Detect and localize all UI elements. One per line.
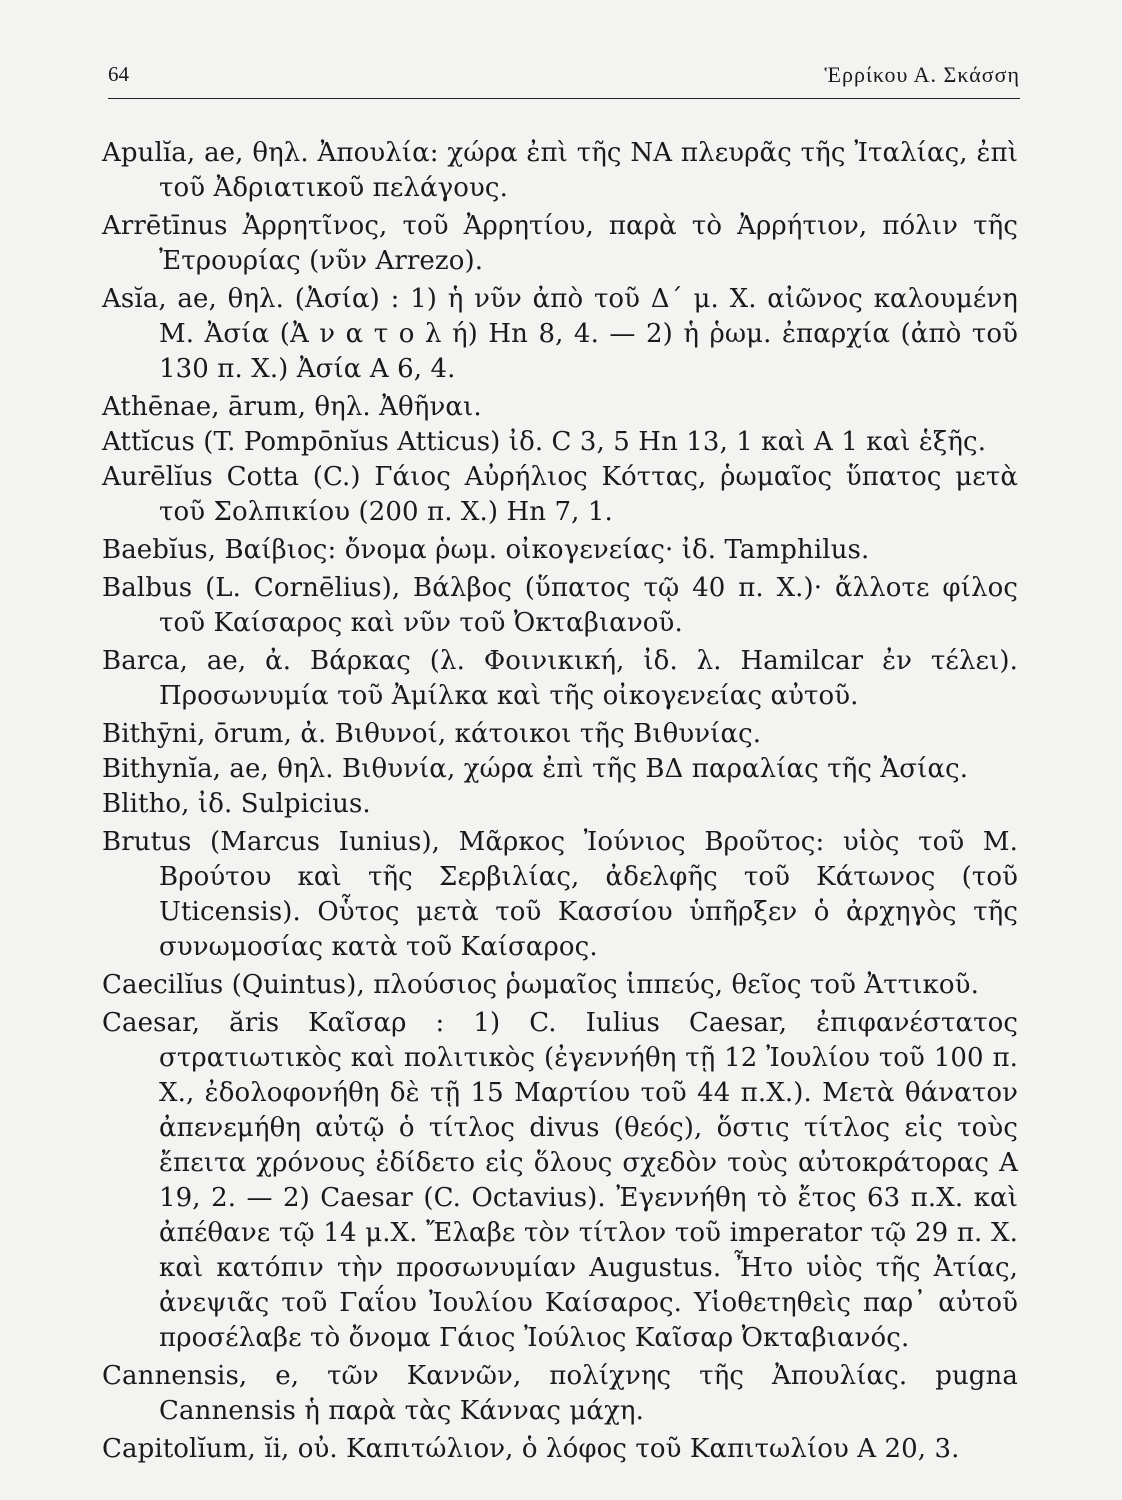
- entry-aurelius-cotta: Aurēlĭus Cotta (C.) Γάιος Αὐρήλιος Κόττας, ῥωμαῖος ὕπατος μετὰ τοῦ Σολπικίου (200 π. Χ.) Hn 7, 1.: [102, 462, 1018, 527]
- running-title: Ἑρρίκου Α. Σκάσση: [824, 62, 1020, 87]
- entry-bithyni: Bithȳni, ōrum, ἀ. Βιθυνοί, κάτοικοι τῆς Βιθυνίας.: [102, 719, 762, 749]
- entry-apulia: Apulĭa, ae, θηλ. Ἀπουλία: χώρα ἐπὶ τῆς ΝΑ πλευρᾶς τῆς Ἰταλίας, ἐπὶ τοῦ Ἀδριατικοῦ πελάγους.: [102, 138, 1018, 203]
- entry-asia: Asĭa, ae, θηλ. (Ἀσία) : 1) ἡ νῦν ἀπὸ τοῦ Δ΄ μ. Χ. αἰῶνος καλουμένη Μ. Ἀσία (Ἀ ν α τ ο λ ή) Hn 8, 4. — 2) ἡ ῥωμ. ἐπαρχία (ἀπὸ τοῦ 130 π. Χ.) Ἀσία A 6, 4.: [102, 284, 1018, 384]
- entry-athenae: Athēnae, ārum, θηλ. Ἀθῆναι.: [102, 392, 482, 422]
- entry-capitolium: Capitolĭum, ĭi, οὐ. Καπιτώλιον, ὁ λόφος τοῦ Καπιτωλίου A 20, 3.: [102, 1434, 960, 1464]
- entry-barca: Barca, ae, ἀ. Βάρκας (λ. Φοινικική, ἰδ. λ. Hamilcar ἐν τέλει). Προσωνυμία τοῦ Ἀμίλκα καὶ τῆς οἰκογενείας αὐτοῦ.: [102, 646, 1018, 711]
- entry-balbus: Balbus (L. Cornēlius), Βάλβος (ὕπατος τῷ 40 π. Χ.)· ἄλλοτε φίλος τοῦ Καίσαρος καὶ νῦν τοῦ Ὀκταβιανοῦ.: [102, 573, 1018, 638]
- entry-baebius: Baebĭus, Βαίβιος: ὄνομα ῥωμ. οἰκογενείας· ἰδ. Tamphilus.: [102, 535, 870, 565]
- entry-blitho: Blitho, ἰδ. Sulpicius.: [102, 789, 371, 819]
- entry-atticus: Attĭcus (T. Pompōnĭus Atticus) ἰδ. C 3, 5 Hn 13, 1 καὶ A 1 καὶ ἑξῆς.: [102, 427, 987, 457]
- entry-caecilius: Caecilĭus (Quintus), πλούσιος ῥωμαῖος ἱππεύς, θεῖος τοῦ Ἀττικοῦ.: [102, 970, 979, 1000]
- entry-caesar: Caesar, ăris Καῖσαρ : 1) C. Iulius Caesar, ἐπιφανέστατος στρατιωτικὸς καὶ πολιτικὸς (ἐγεννήθη τῇ 12 Ἰουλίου τοῦ 100 π. Χ., ἐδολοφονήθη δὲ τῇ 15 Μαρτίου τοῦ 44 π.Χ.). Μετὰ θάνατον ἀπενεμήθη αὐτῷ ὁ τίτλος divus (θεός), ὅστις τίτλος εἰς τοὺς ἔπειτα χρόνους ἐδίδετο εἰς ὅλους σχεδὸν τοὺς αὐτοκράτορας A 19, 2. — 2) Caesar (C. Octavius). Ἐγεννήθη τὸ ἔτος 63 π.Χ. καὶ ἀπέθανε τῷ 14 μ.Χ. Ἔλαβε τὸν τίτλον τοῦ imperator τῷ 29 π. Χ. καὶ κατόπιν τὴν προσωνυμίαν Augustus. Ἦτο υἱὸς τῆς Ἀτίας, ἀνεψιᾶς τοῦ Γαΐου Ἰουλίου Καίσαρος. Υἱοθετηθεὶς παρ᾽ αὐτοῦ προσέλαβε τὸ ὄνομα Γάιος Ἰούλιος Καῖσαρ Ὀκταβιανός.: [102, 1008, 1018, 1353]
- page-number: 64: [108, 62, 129, 86]
- glossary-entries: [102, 136, 1018, 1470]
- page-header: [108, 58, 1020, 99]
- entry-brutus: Brutus (Marcus Iunius), Μᾶρκος Ἰούνιος Βροῦτος: υἱὸς τοῦ Μ. Βρούτου καὶ τῆς Σερβιλίας, ἀδελφῆς τοῦ Κάτωνος (τοῦ Uticensis). Οὗτος μετὰ τοῦ Κασσίου ὑπῆρξεν ὁ ἀρχηγὸς τῆς συνωμοσίας κατὰ τοῦ Καίσαρος.: [102, 827, 1018, 962]
- entry-bithynia: Bithynĭa, ae, θηλ. Βιθυνία, χώρα ἐπὶ τῆς ΒΔ παραλίας τῆς Ἀσίας.: [102, 754, 969, 784]
- entry-arretinus: Arrētīnus Ἀρρητῖνος, τοῦ Ἀρρητίου, παρὰ τὸ Ἀρρήτιον, πόλιν τῆς Ἐτρουρίας (νῦν Arrezo).: [102, 211, 1018, 276]
- entry-cannensis: Cannensis, e, τῶν Καννῶν, πολίχνης τῆς Ἀπουλίας. pugna Cannensis ἡ παρὰ τὰς Κάννας μάχη.: [102, 1361, 1018, 1426]
